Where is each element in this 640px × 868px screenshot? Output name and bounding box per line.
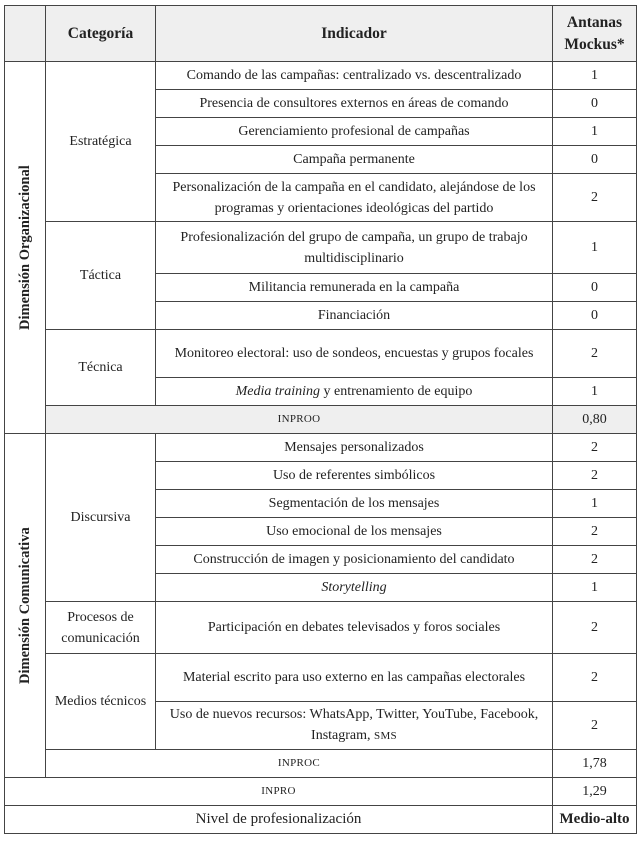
- value: 1: [553, 222, 637, 274]
- table-row: [5, 434, 637, 462]
- index-row-inpro: [5, 778, 637, 806]
- indicator: [156, 702, 553, 750]
- category-tecnica: Técnica: [46, 330, 156, 406]
- indicator: Militancia remunerada en la campaña: [156, 274, 553, 302]
- table-row: [5, 62, 637, 90]
- table-row: [5, 222, 637, 274]
- indicator-italic: Storytelling: [321, 580, 387, 595]
- category-discursiva: Discursiva: [46, 434, 156, 602]
- value: 1: [553, 378, 637, 406]
- indicator-italic: Media training: [235, 384, 320, 399]
- indicator: Personalización de la campaña en el candidato, alejándose de los programas y orientaciones ideológicas del partido: [156, 174, 553, 222]
- category-medios: Medios técnicos: [46, 654, 156, 750]
- indicator: Comando de las campañas: centralizado vs. descentralizado: [156, 62, 553, 90]
- value: 0: [553, 146, 637, 174]
- category-procesos: Procesos de comunicación: [46, 602, 156, 654]
- index-row-inproc: [5, 750, 637, 778]
- indicator: Mensajes personalizados: [156, 434, 553, 462]
- indicator: Material escrito para uso externo en las campañas electorales: [156, 654, 553, 702]
- header-candidate-line2: Mockus*: [564, 35, 625, 53]
- value: 2: [553, 546, 637, 574]
- category-tactica: Táctica: [46, 222, 156, 330]
- value: 2: [553, 654, 637, 702]
- nivel-label: Nivel de profesionalización: [5, 806, 553, 834]
- nivel-row: [5, 806, 637, 834]
- indicator: Campaña permanente: [156, 146, 553, 174]
- indicator: [156, 574, 553, 602]
- index-value: 0,80: [553, 406, 637, 434]
- inpro-label: INPRO: [5, 778, 553, 806]
- header-candidate-line1: Antanas: [566, 13, 623, 31]
- value: 2: [553, 462, 637, 490]
- indicator: Financiación: [156, 302, 553, 330]
- value: 2: [553, 330, 637, 378]
- indicator: Participación en debates televisados y foros sociales: [156, 602, 553, 654]
- dimension-comunicativa: Dimensión Comunicativa: [5, 434, 46, 778]
- indicator: Gerenciamiento profesional de campañas: [156, 118, 553, 146]
- header-candidate: [553, 6, 637, 62]
- value: 2: [553, 434, 637, 462]
- value: 0: [553, 90, 637, 118]
- value: 1: [553, 574, 637, 602]
- indicator: Monitoreo electoral: uso de sondeos, encuestas y grupos focales: [156, 330, 553, 378]
- header-row: [5, 6, 637, 62]
- indicator: Uso de referentes simbólicos: [156, 462, 553, 490]
- table-row: [5, 330, 637, 378]
- indicator-rest: y entrenamiento de equipo: [319, 384, 473, 399]
- index-row-inproo: [5, 406, 637, 434]
- header-indicador: Indicador: [156, 6, 553, 62]
- indicator: Profesionalización del grupo de campaña, un grupo de trabajo multidisciplinario: [156, 222, 553, 274]
- indicator: [156, 378, 553, 406]
- value: 1: [553, 62, 637, 90]
- indicator: Presencia de consultores externos en áreas de comando: [156, 90, 553, 118]
- indicator-sms: SMS: [374, 730, 397, 742]
- header-categoria: Categoría: [46, 6, 156, 62]
- indicator-text: Uso de nuevos recursos: WhatsApp, Twitter, YouTube, Facebook, Instagram,: [169, 707, 539, 743]
- index-label: INPROC: [46, 750, 553, 778]
- index-label: INPROO: [46, 406, 553, 434]
- value: 0: [553, 274, 637, 302]
- value: 2: [553, 602, 637, 654]
- indicator: Uso emocional de los mensajes: [156, 518, 553, 546]
- table-row: [5, 602, 637, 654]
- index-value: 1,78: [553, 750, 637, 778]
- value: 2: [553, 518, 637, 546]
- header-blank: [5, 6, 46, 62]
- nivel-value: Medio-alto: [553, 806, 637, 834]
- category-estrategica: Estratégica: [46, 62, 156, 222]
- indicator: Segmentación de los mensajes: [156, 490, 553, 518]
- value: 1: [553, 118, 637, 146]
- professionalization-table: [4, 5, 637, 834]
- indicator: Construcción de imagen y posicionamiento del candidato: [156, 546, 553, 574]
- value: 2: [553, 702, 637, 750]
- value: 1: [553, 490, 637, 518]
- value: 0: [553, 302, 637, 330]
- table-row: [5, 654, 637, 702]
- inpro-value: 1,29: [553, 778, 637, 806]
- dimension-organizacional: Dimensión Organizacional: [5, 62, 46, 434]
- value: 2: [553, 174, 637, 222]
